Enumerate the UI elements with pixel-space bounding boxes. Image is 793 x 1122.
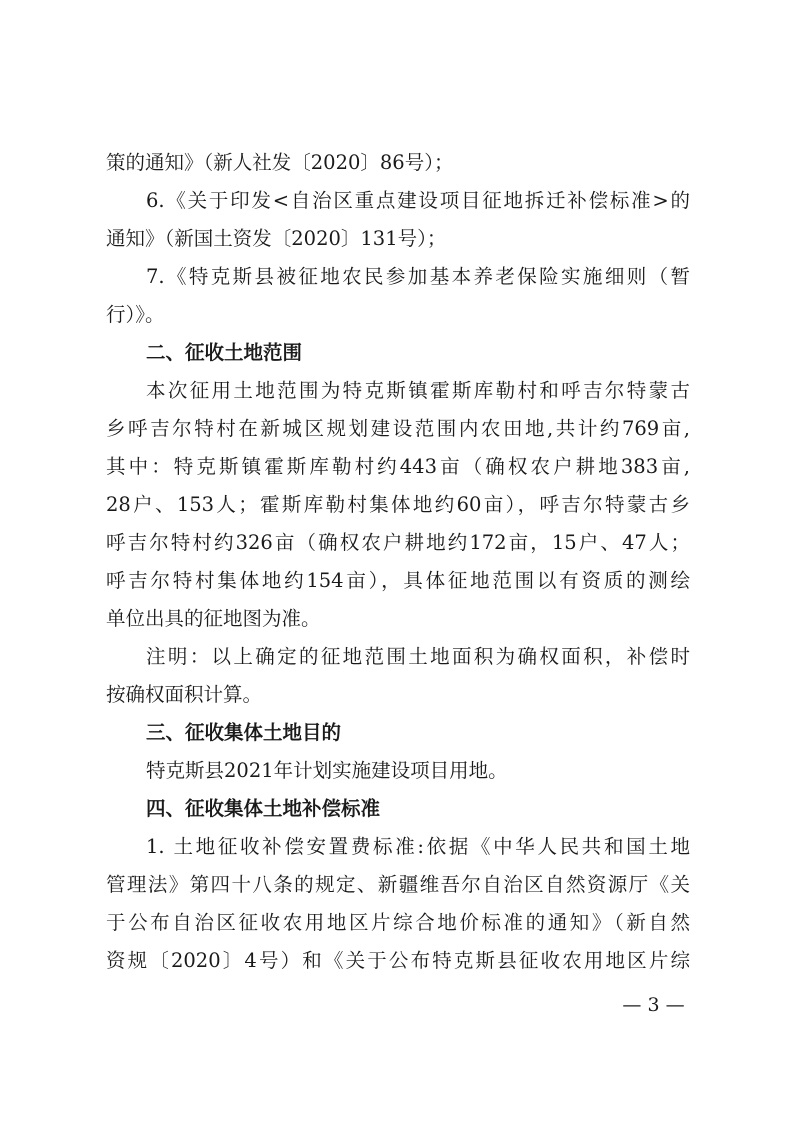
section-heading: 四、征收集体土地补偿标准 [146,797,381,820]
paragraph-line: 策的通知》（新人社发〔2020〕86号）； [106,151,454,174]
paragraph-line: 1. 土地征收补偿安置费标准:依据《中华人民共和国土地 [146,835,690,858]
paragraph-line: 单位出具的征地图为准。 [106,607,321,630]
paragraph-line: 注明：以上确定的征地范围土地面积为确权面积，补偿时 [146,645,690,668]
paragraph-line: 管理法》第四十八条的规定、新疆维吾尔自治区自然资源厅《关 [106,873,690,896]
paragraph-line: 资规〔2020〕4号）和《关于公布特克斯县征收农用地区片综 [106,949,690,972]
paragraph-line: 7.《特克斯县被征地农民参加基本养老保险实施细则（暂 [146,265,690,288]
paragraph-line: 呼吉尔特村集体地约154亩），具体征地范围以有资质的测绘 [106,569,690,592]
paragraph-line: 通知》（新国土资发〔2020〕131号）； [106,227,447,250]
paragraph-line: 特克斯县2021年计划实施建设项目用地。 [146,759,508,782]
paragraph-line: 于公布自治区征收农用地区片综合地价标准的通知》（新自然 [106,911,690,934]
paragraph-line: 乡呼吉尔特村在新城区规划建设范围内农田地,共计约769亩, [106,417,690,440]
section-heading: 二、征收土地范围 [146,341,303,364]
paragraph-line: 6.《关于印发<自治区重点建设项目征地拆迁补偿标准>的 [146,189,690,212]
paragraph-line: 行）》。 [106,303,165,326]
paragraph-line: 本次征用土地范围为特克斯镇霍斯库勒村和呼吉尔特蒙古 [146,379,690,402]
paragraph-line: 其中：特克斯镇霍斯库勒村约443亩（确权农户耕地383亩, [106,455,690,478]
paragraph-line: 28户、153人；霍斯库勒村集体地约60亩），呼吉尔特蒙古乡 [106,493,690,516]
section-heading: 三、征收集体土地目的 [146,721,342,744]
paragraph-line: 按确权面积计算。 [106,683,263,706]
page-number: — 3 — [622,994,685,1016]
paragraph-line: 呼吉尔特村约326亩（确权农户耕地约172亩，15户、47人； [106,531,690,554]
